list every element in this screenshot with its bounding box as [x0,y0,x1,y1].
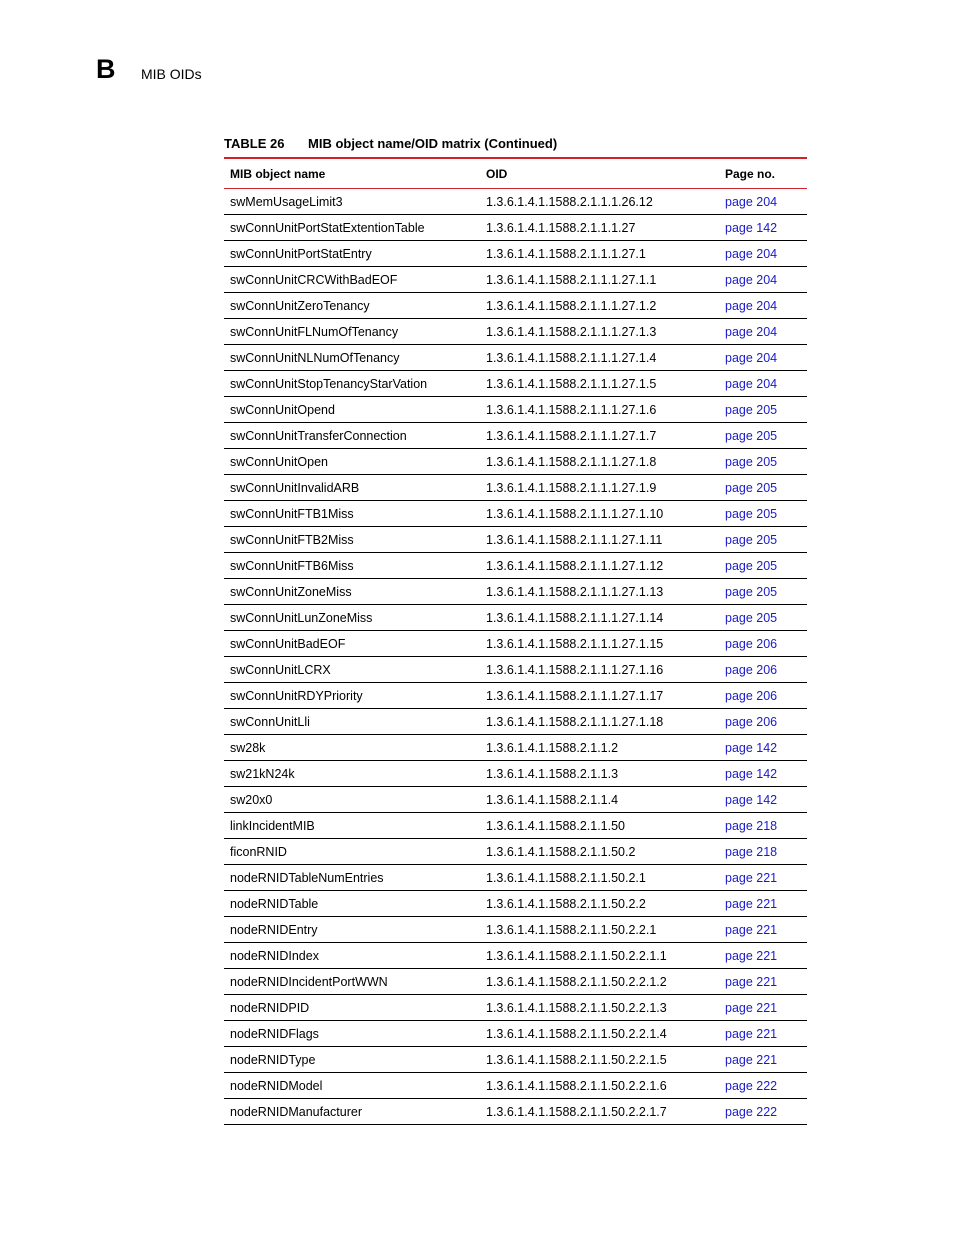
chapter-title: MIB OIDs [141,66,202,82]
table-row [224,501,807,527]
oid-cell: 1.3.6.1.4.1.1588.2.1.1.1.27.1.1 [486,272,657,287]
page-link[interactable]: page 142 [725,740,778,755]
mib-object-name-cell: swConnUnitNLNumOfTenancy [230,350,400,365]
page-link[interactable]: page 218 [725,844,778,859]
oid-cell: 1.3.6.1.4.1.1588.2.1.1.1.27.1.4 [486,350,657,365]
page-link[interactable]: page 205 [725,558,778,573]
table-row [224,761,807,787]
oid-cell: 1.3.6.1.4.1.1588.2.1.1.50.2.2.1.4 [486,1026,667,1041]
mib-object-name-cell: swConnUnitFTB2Miss [230,532,354,547]
page-link[interactable]: page 205 [725,480,778,495]
mib-object-name-cell: swConnUnitBadEOF [230,636,346,651]
column-header-mib-object-name: MIB object name [230,166,326,181]
table-row [224,189,807,215]
oid-cell: 1.3.6.1.4.1.1588.2.1.1.4 [486,792,619,807]
oid-cell: 1.3.6.1.4.1.1588.2.1.1.1.27.1 [486,246,646,261]
table-row [224,969,807,995]
oid-cell: 1.3.6.1.4.1.1588.2.1.1.50.2.2.1 [486,922,657,937]
table-row [224,1073,807,1099]
table-row [224,865,807,891]
table-body [224,189,807,1125]
oid-cell: 1.3.6.1.4.1.1588.2.1.1.50.2.2.1.6 [486,1078,667,1093]
page-link[interactable]: page 221 [725,870,778,885]
page-link[interactable]: page 205 [725,584,778,599]
oid-cell: 1.3.6.1.4.1.1588.2.1.1.50.2.2.1.7 [486,1104,667,1119]
page-link[interactable]: page 206 [725,714,778,729]
page-link[interactable]: page 205 [725,428,778,443]
oid-cell: 1.3.6.1.4.1.1588.2.1.1.50.2.2.1.3 [486,1000,667,1015]
table-row [224,423,807,449]
mib-object-name-cell: nodeRNIDIndex [230,948,319,963]
oid-cell: 1.3.6.1.4.1.1588.2.1.1.1.27.1.10 [486,506,664,521]
page-link[interactable]: page 142 [725,220,778,235]
mib-object-name-cell: swConnUnitLli [230,714,310,729]
mib-object-name-cell: swConnUnitInvalidARB [230,480,360,495]
oid-cell: 1.3.6.1.4.1.1588.2.1.1.1.27.1.17 [486,688,664,703]
oid-cell: 1.3.6.1.4.1.1588.2.1.1.1.27.1.12 [486,558,664,573]
mib-object-name-cell: sw21kN24k [230,766,295,781]
table-row [224,839,807,865]
table-row [224,995,807,1021]
table-row [224,631,807,657]
oid-cell: 1.3.6.1.4.1.1588.2.1.1.1.27.1.3 [486,324,657,339]
column-header-oid: OID [486,166,508,181]
page-link[interactable]: page 204 [725,376,778,391]
table-row [224,345,807,371]
page-link[interactable]: page 205 [725,610,778,625]
page-link[interactable]: page 221 [725,1000,778,1015]
mib-object-name-cell: swConnUnitTransferConnection [230,428,407,443]
oid-cell: 1.3.6.1.4.1.1588.2.1.1.1.27.1.16 [486,662,664,677]
mib-object-name-cell: nodeRNIDModel [230,1078,323,1093]
mib-object-name-cell: nodeRNIDManufacturer [230,1104,363,1119]
mib-object-name-cell: swConnUnitOpen [230,454,328,469]
mib-object-name-cell: nodeRNIDTableNumEntries [230,870,384,885]
mib-object-name-cell: nodeRNIDTable [230,896,319,911]
oid-cell: 1.3.6.1.4.1.1588.2.1.1.2 [486,740,619,755]
mib-object-name-cell: swConnUnitStopTenancyStarVation [230,376,428,391]
table-row [224,319,807,345]
mib-object-name-cell: nodeRNIDPID [230,1000,310,1015]
mib-object-name-cell: swConnUnitZoneMiss [230,584,352,599]
mib-object-name-cell: swConnUnitFTB6Miss [230,558,354,573]
page-link[interactable]: page 205 [725,532,778,547]
oid-cell: 1.3.6.1.4.1.1588.2.1.1.1.27.1.18 [486,714,664,729]
table-row [224,891,807,917]
oid-cell: 1.3.6.1.4.1.1588.2.1.1.50.2 [486,844,636,859]
table-caption [224,136,807,152]
table-row [224,1047,807,1073]
table-row [224,579,807,605]
mib-object-name-cell: swMemUsageLimit3 [230,194,343,209]
oid-cell: 1.3.6.1.4.1.1588.2.1.1.50.2.2.1.1 [486,948,667,963]
mib-object-name-cell: swConnUnitLCRX [230,662,331,677]
page-link[interactable]: page 221 [725,974,778,989]
page-link[interactable]: page 221 [725,1026,778,1041]
page-link[interactable]: page 221 [725,922,778,937]
oid-cell: 1.3.6.1.4.1.1588.2.1.1.1.27.1.13 [486,584,664,599]
table-row [224,917,807,943]
table-row [224,449,807,475]
page-link[interactable]: page 205 [725,454,778,469]
mib-oid-table [224,157,807,1125]
table-row [224,787,807,813]
table-row [224,475,807,501]
page-link[interactable]: page 221 [725,948,778,963]
mib-object-name-cell: nodeRNIDEntry [230,922,318,937]
oid-cell: 1.3.6.1.4.1.1588.2.1.1.1.27.1.5 [486,376,657,391]
mib-object-name-cell: swConnUnitPortStatExtentionTable [230,220,425,235]
table-row [224,1021,807,1047]
table-row [224,813,807,839]
page-link[interactable]: page 204 [725,246,778,261]
mib-object-name-cell: swConnUnitLunZoneMiss [230,610,373,625]
page-link[interactable]: page 222 [725,1078,778,1093]
mib-object-name-cell: sw20x0 [230,792,273,807]
oid-cell: 1.3.6.1.4.1.1588.2.1.1.50.2.2.1.2 [486,974,667,989]
table-caption-title: MIB object name/OID matrix (Continued) [308,136,558,151]
table-row [224,241,807,267]
mib-object-name-cell: swConnUnitRDYPriority [230,688,363,703]
mib-object-name-cell: swConnUnitFLNumOfTenancy [230,324,399,339]
mib-object-name-cell: sw28k [230,740,266,755]
table-row [224,709,807,735]
column-header-page-no: Page no. [725,166,776,181]
table-header-row [224,159,807,189]
oid-cell: 1.3.6.1.4.1.1588.2.1.1.50.2.2.1.5 [486,1052,667,1067]
table-row [224,293,807,319]
table-row [224,215,807,241]
oid-cell: 1.3.6.1.4.1.1588.2.1.1.1.27.1.2 [486,298,657,313]
mib-object-name-cell: swConnUnitFTB1Miss [230,506,354,521]
page-link[interactable]: page 205 [725,506,778,521]
page-link[interactable]: page 222 [725,1104,778,1119]
oid-cell: 1.3.6.1.4.1.1588.2.1.1.1.27.1.8 [486,454,657,469]
page-link[interactable]: page 206 [725,688,778,703]
mib-object-name-cell: swConnUnitOpend [230,402,335,417]
table-row [224,657,807,683]
oid-cell: 1.3.6.1.4.1.1588.2.1.1.1.27.1.14 [486,610,664,625]
page-link[interactable]: page 204 [725,272,778,287]
oid-cell: 1.3.6.1.4.1.1588.2.1.1.50 [486,818,626,833]
oid-cell: 1.3.6.1.4.1.1588.2.1.1.50.2.2 [486,896,646,911]
mib-object-name-cell: nodeRNIDFlags [230,1026,319,1041]
mib-object-name-cell: nodeRNIDIncidentPortWWN [230,974,388,989]
page-link[interactable]: page 142 [725,766,778,781]
page-link[interactable]: page 218 [725,818,778,833]
table-caption-label: TABLE 26 [224,136,285,151]
mib-object-name-cell: ficonRNID [230,844,287,859]
oid-cell: 1.3.6.1.4.1.1588.2.1.1.1.27.1.6 [486,402,657,417]
page-link[interactable]: page 204 [725,350,778,365]
table-row [224,553,807,579]
page-link[interactable]: page 206 [725,636,778,651]
table-row [224,735,807,761]
page-link[interactable]: page 221 [725,1052,778,1067]
oid-cell: 1.3.6.1.4.1.1588.2.1.1.1.27.1.9 [486,480,657,495]
page-link[interactable]: page 204 [725,324,778,339]
page-link[interactable]: page 221 [725,896,778,911]
table-row [224,943,807,969]
page-link[interactable]: page 206 [725,662,778,677]
table-row [224,527,807,553]
oid-cell: 1.3.6.1.4.1.1588.2.1.1.1.27.1.11 [486,532,663,547]
oid-cell: 1.3.6.1.4.1.1588.2.1.1.1.27.1.7 [486,428,657,443]
page-link[interactable]: page 204 [725,194,778,209]
table-row [224,683,807,709]
mib-object-name-cell: nodeRNIDType [230,1052,316,1067]
oid-cell: 1.3.6.1.4.1.1588.2.1.1.1.26.12 [486,194,653,209]
mib-object-name-cell: linkIncidentMIB [230,818,315,833]
table-row [224,1099,807,1125]
page-link[interactable]: page 204 [725,298,778,313]
oid-cell: 1.3.6.1.4.1.1588.2.1.1.3 [486,766,619,781]
table-row [224,371,807,397]
table-row [224,605,807,631]
table-row [224,397,807,423]
mib-object-name-cell: swConnUnitPortStatEntry [230,246,372,261]
table-row [224,267,807,293]
oid-cell: 1.3.6.1.4.1.1588.2.1.1.1.27.1.15 [486,636,664,651]
oid-cell: 1.3.6.1.4.1.1588.2.1.1.50.2.1 [486,870,646,885]
page-link[interactable]: page 142 [725,792,778,807]
chapter-letter: B [96,54,116,84]
oid-cell: 1.3.6.1.4.1.1588.2.1.1.1.27 [486,220,636,235]
mib-object-name-cell: swConnUnitZeroTenancy [230,298,370,313]
mib-object-name-cell: swConnUnitCRCWithBadEOF [230,272,398,287]
page-link[interactable]: page 205 [725,402,778,417]
